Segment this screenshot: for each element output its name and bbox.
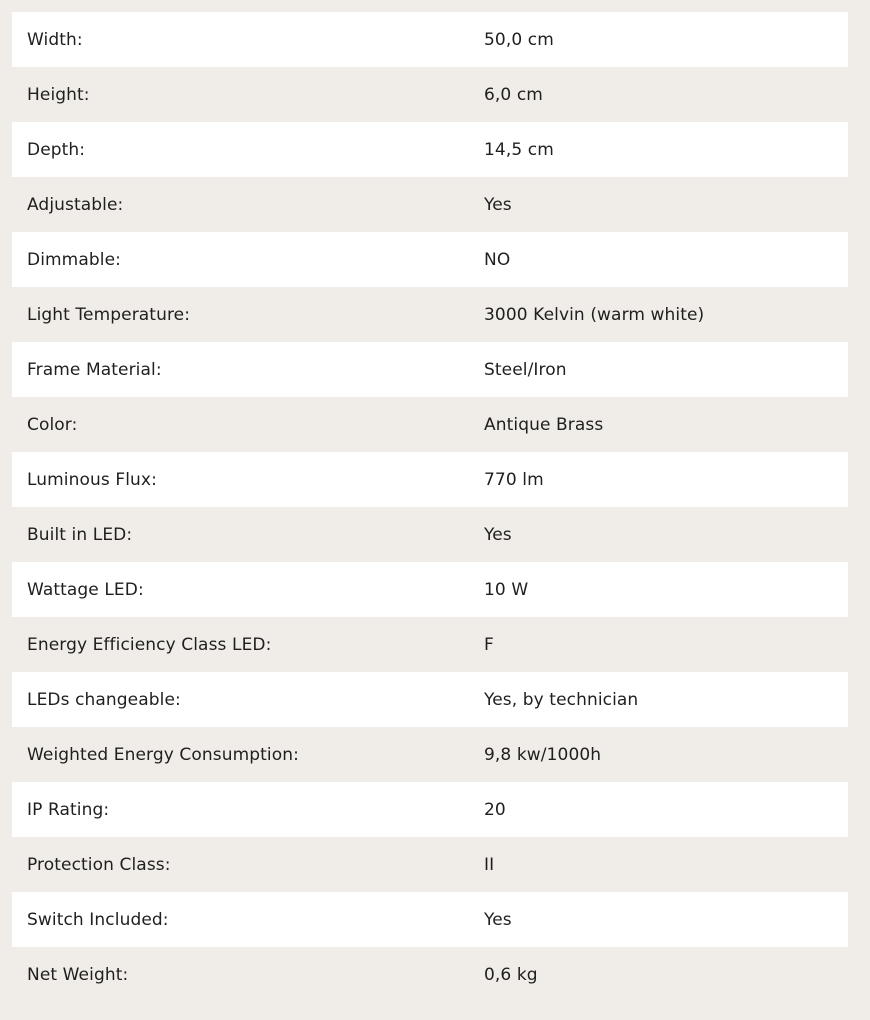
spec-row-energy-efficiency-class: [12, 617, 848, 672]
spec-value: 50,0 cm: [484, 29, 554, 50]
spec-row-built-in-led: [12, 507, 848, 562]
spec-label: Wattage LED:: [27, 579, 144, 600]
spec-value: 20: [484, 799, 506, 820]
spec-label: IP Rating:: [27, 799, 110, 820]
spec-label: Frame Material:: [27, 359, 162, 380]
spec-label: Color:: [27, 414, 78, 435]
spec-value: 3000 Kelvin (warm white): [484, 304, 705, 325]
spec-row-dimmable: [12, 232, 848, 287]
spec-value: 770 lm: [484, 469, 544, 490]
spec-label: Protection Class:: [27, 854, 171, 875]
spec-value: 9,8 kw/1000h: [484, 744, 602, 765]
spec-row-switch-included: [12, 892, 848, 947]
spec-row-ip-rating: [12, 782, 848, 837]
spec-value: NO: [484, 249, 511, 270]
spec-value: Yes: [484, 194, 512, 215]
spec-row-adjustable: [12, 177, 848, 232]
spec-row-leds-changeable: [12, 672, 848, 727]
spec-row-width: [12, 12, 848, 67]
spec-row-weighted-energy-consumption: [12, 727, 848, 782]
spec-label: Light Temperature:: [27, 304, 191, 325]
spec-value: Yes, by technician: [484, 689, 639, 710]
spec-label: Energy Efficiency Class LED:: [27, 634, 272, 655]
spec-row-protection-class: [12, 837, 848, 892]
spec-value: II: [484, 854, 495, 875]
spec-label: Net Weight:: [27, 964, 129, 985]
spec-value: 0,6 kg: [484, 964, 538, 985]
spec-label: Luminous Flux:: [27, 469, 157, 490]
spec-row-wattage-led: [12, 562, 848, 617]
spec-row-depth: [12, 122, 848, 177]
spec-label: Depth:: [27, 139, 86, 160]
spec-value: Steel/Iron: [484, 359, 567, 380]
spec-row-light-temperature: [12, 287, 848, 342]
spec-value: F: [484, 634, 494, 655]
spec-value: 10 W: [484, 579, 529, 600]
spec-label: Adjustable:: [27, 194, 124, 215]
spec-label: Switch Included:: [27, 909, 169, 930]
spec-row-frame-material: [12, 342, 848, 397]
spec-label: LEDs changeable:: [27, 689, 181, 710]
specifications-table: [12, 12, 848, 1002]
spec-value: Antique Brass: [484, 414, 604, 435]
spec-label: Height:: [27, 84, 90, 105]
spec-value: Yes: [484, 909, 512, 930]
spec-row-luminous-flux: [12, 452, 848, 507]
spec-row-net-weight: [12, 947, 848, 1002]
spec-row-color: [12, 397, 848, 452]
spec-label: Built in LED:: [27, 524, 133, 545]
spec-value: 14,5 cm: [484, 139, 554, 160]
spec-value: Yes: [484, 524, 512, 545]
spec-row-height: [12, 67, 848, 122]
spec-label: Dimmable:: [27, 249, 121, 270]
spec-label: Width:: [27, 29, 83, 50]
spec-value: 6,0 cm: [484, 84, 543, 105]
spec-label: Weighted Energy Consumption:: [27, 744, 299, 765]
